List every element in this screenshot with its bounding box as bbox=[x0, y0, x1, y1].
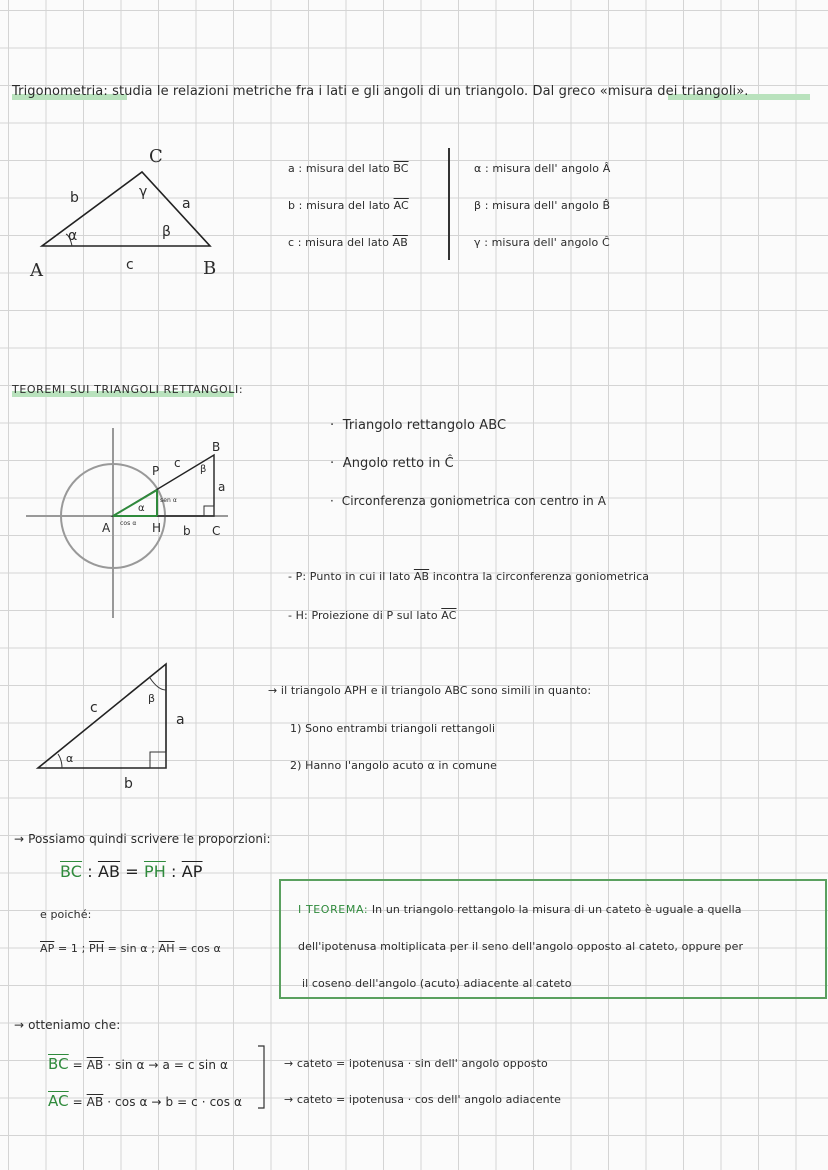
fig-label-b: B bbox=[212, 440, 221, 454]
bullet-3: · Circonferenza goniometrica con centro in A bbox=[330, 494, 607, 508]
fig-side-b: b bbox=[183, 524, 191, 538]
theorem-line-3: il coseno dell'angolo (acuto) adiacente al cateto bbox=[302, 977, 572, 990]
def-angle-a: α : misura dell' angolo Â bbox=[474, 162, 611, 175]
def-angle-c: γ : misura dell' angolo Ĉ bbox=[474, 236, 610, 249]
fig-label-h: H bbox=[152, 521, 162, 535]
bullet-1: · Triangolo rettangolo ABC bbox=[330, 418, 507, 433]
def-side-c: c : misura del lato $\overline{AB}$ bbox=[288, 236, 408, 249]
vertex-c: C bbox=[149, 146, 163, 167]
fig-beta: β bbox=[200, 464, 207, 475]
proportion-formula: $\overline{BC}$ : $\overline{AB} = \overline{PH}$ : $\overline{AP}$ bbox=[60, 862, 203, 881]
title-quote: misura dei triangoli bbox=[607, 84, 737, 99]
title-text: : studia le relazioni metriche fra i lati e gli angoli di un triangolo. Dal greco « bbox=[103, 84, 608, 99]
tri2-c: c bbox=[90, 700, 98, 716]
since-label: e poiché: bbox=[40, 908, 92, 921]
point-h-def: - H: Proiezione di P sul lato $\overline{AC}$ bbox=[288, 609, 457, 622]
point-p-def: - P: Punto in cui il lato $\overline{AB}$ incontra la circonferenza goniometrica bbox=[288, 570, 650, 583]
result-rule-1: → cateto = ipotenusa · sin dell' angolo opposto bbox=[284, 1057, 548, 1070]
fig-alpha: α bbox=[138, 503, 145, 514]
tri2-alpha: α bbox=[66, 752, 74, 765]
theorem-line-2: dell'ipotenusa moltiplicata per il seno dell'angolo opposto al cateto, oppure per bbox=[298, 940, 744, 953]
fig-side-c: c bbox=[174, 456, 181, 470]
def-side-a: a : misura del lato $\overline{BC}$ bbox=[288, 162, 409, 175]
title-end: ». bbox=[736, 84, 749, 99]
tri2-a: a bbox=[176, 712, 185, 728]
result-rule-2: → cateto = ipotenusa · cos dell' angolo adiacente bbox=[284, 1093, 561, 1106]
def-side-b: b : misura del lato $\overline{AC}$ bbox=[288, 199, 409, 212]
angle-alpha: α bbox=[68, 228, 78, 244]
angle-beta: β bbox=[162, 224, 172, 240]
fig-side-a: a bbox=[218, 480, 226, 494]
theorem-name: I TEOREMA: bbox=[298, 903, 369, 916]
section-heading: TEOREMI SUI TRIANGOLI RETTANGOLI: bbox=[12, 383, 244, 396]
result-formula-2: $\overline{AC} = \overline{AB} \cdot \cos \alpha \to b = c \cdot \cos \alpha$ bbox=[48, 1092, 243, 1110]
proportion-intro: → Possiamo quindi scrivere le proporzioni: bbox=[14, 832, 271, 846]
similar-intro: → il triangolo APH e il triangolo ABC sono simili in quanto: bbox=[268, 684, 592, 697]
fig-label-a: A bbox=[102, 521, 111, 535]
side-a: a bbox=[182, 196, 191, 212]
def-angle-b: β : misura dell' angolo B̂ bbox=[474, 199, 611, 212]
side-b: b bbox=[70, 190, 79, 206]
similar-reason-1: 1) Sono entrambi triangoli rettangoli bbox=[290, 722, 496, 735]
vertex-a: A bbox=[30, 260, 44, 281]
fig-label-p: P bbox=[152, 464, 160, 478]
similar-reason-2: 2) Hanno l'angolo acuto α in comune bbox=[290, 759, 498, 772]
theorem-line-1: I TEOREMA: In un triangolo rettangolo la misura di un cateto è uguale a quella bbox=[298, 903, 742, 916]
results-intro: → otteniamo che: bbox=[14, 1018, 121, 1032]
result-formula-1: $\overline{BC} = \overline{AB} \cdot \sin \alpha \to a = c$ sin α bbox=[48, 1055, 228, 1073]
fig-label-c: C bbox=[212, 524, 221, 538]
fig-sin-label: sen α bbox=[160, 497, 177, 504]
vertex-b: B bbox=[203, 258, 217, 279]
tri2-beta: β bbox=[148, 692, 156, 705]
side-c: c bbox=[126, 257, 134, 273]
since-values: $\overline{AP} = 1$ ; $\overline{PH} = \sin \alpha$ ; $\overline{AH} = \cos \alpha$ bbox=[40, 942, 221, 955]
bullet-2: · Angolo retto in Ĉ bbox=[330, 456, 454, 471]
title-word: Trigonometria bbox=[12, 84, 104, 99]
fig-cos-label: cos α bbox=[120, 520, 137, 527]
tri2-b: b bbox=[124, 776, 133, 792]
angle-gamma: γ bbox=[139, 184, 148, 200]
